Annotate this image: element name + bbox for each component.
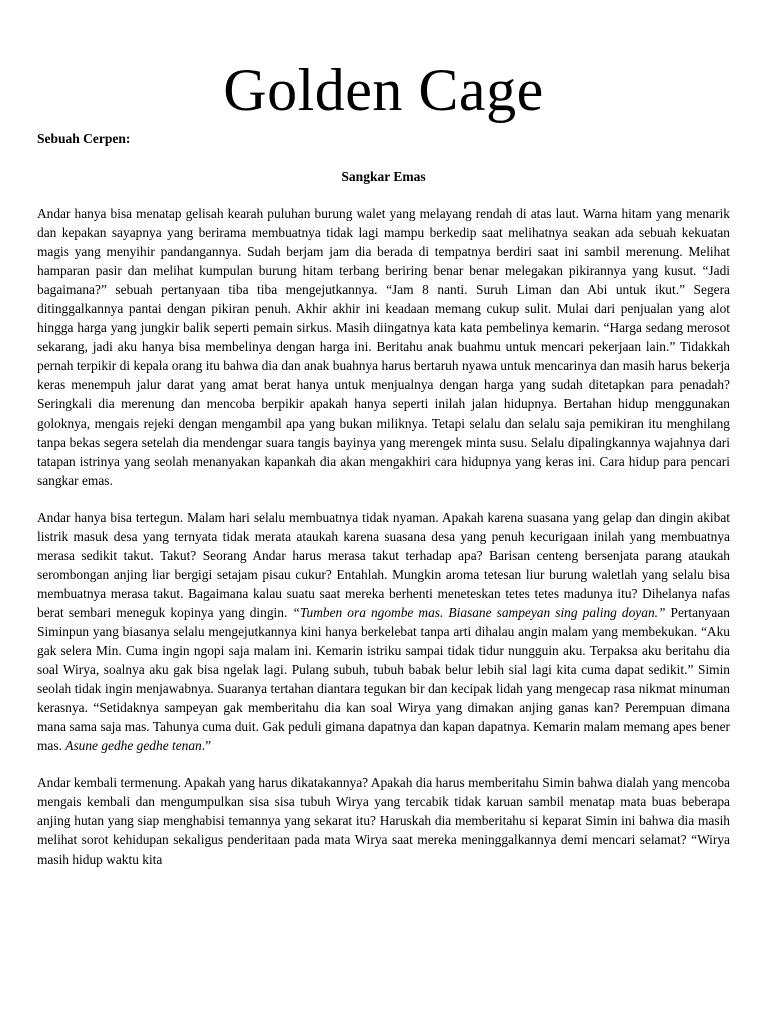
- text-run: .”: [201, 738, 212, 754]
- text-run: Andar hanya bisa tertegun. Malam hari selalu membuatnya tidak nyaman. Apakah karena suasana yang gelap dan dingin akibat listrik masuk desa yang ternyata tidak merata ataukah karena suasana desa yang penuh kecurigaan inilah yang membuatnya merasa sedikit takut. Takut? Seorang Andar harus merasa takut terhadap apa? Barisan centeng bersenjata parang ataukah serombongan anjing liar bergigi setajam pisau cukur? Entahlah. Mungkin aroma tetesan liur burung waletlah yang selalu bisa membuatnya merasa takut. Bagaimana kalau suatu saat mereka berhenti meneteskan tetes tetes madunya itu? Dihelanya nafas berat sembari meneguk kopinya yang dingin.: [37, 509, 730, 620]
- text-run: Pertanyaan Siminpun yang biasanya selalu mengejutkannya kini hanya berkelebat tanpa arti dihalau angin malam yang membekukan. “Aku gak selera Min. Cuma ingin ngopi saja malam ini. Kemarin istriku sampai tidak tidur nungguin aku. Terpaksa aku beritahu dia soal Wirya, soalnya aku gak bisa ngelak lagi. Pulang subuh, tubuh babak belur lebih sial lagi kita cuma dapat sedikit.” Simin seolah tidak ingin menjawabnya. Suaranya tertahan diantara tegukan bir dan kecipak lidah yang mengecap rasa nikmat minuman kerasnya. “Setidaknya sampeyan gak memberitahu dia kan soal Wirya yang dimakan anjing ganas kan? Perempuan dimana mana sama saja mas. Tahunya cuma duit. Gak peduli gimana dapatnya dan kapan dapatnya. Kemarin malam memang apes bener mas.: [37, 604, 730, 754]
- document-subtitle: Sebuah Cerpen:: [37, 131, 131, 146]
- story-title: Sangkar Emas: [341, 169, 426, 184]
- text-run: Andar kembali termenung. Apakah yang harus dikatakannya? Apakah dia harus memberitahu Simin bahwa dialah yang mencoba mengais kembali dan mengumpulkan sisa sisa tubuh Wirya yang tercabik tidak karuan sambil menatap mata buas beberapa anjing hutan yang siap menghabisi temannya yang sekarat itu? Haruskah dia memberitahu si keparat Simin ini bahwa dia masih melihat sorot kehidupan sekaligus penderitaan pada mata Wirya saat mereka meninggalkannya demi mencari selamat? “Wirya masih hidup waktu kita: [37, 775, 730, 867]
- story-paragraph: [37, 508, 730, 756]
- text-run: Andar hanya bisa menatap gelisah kearah puluhan burung walet yang melayang rendah di atas laut. Warna hitam yang menarik dan kepakan sayapnya yang berirama membuatnya tidak lagi mampu berkedip saat melihatnya seakan ada sebuah kekuatan magis yang menyihir pandangannya. Sudah berjam jam dia berada di tempatnya berdiri saat ini sambil merenung. Melihat hamparan pasir dan melihat kumpulan burung hitam terbang beriring benar benar melegakan pikirannya yang kusut. “Jadi bagaimana?” sebuah pertanyaan tiba tiba mengejutkannya. “Jam 8 nanti. Suruh Liman dan Abi untuk ikut.” Segera ditinggalkannya pantai dengan pikiran penuh. Akhir akhir ini keadaan memang cukup sulit. Mulai dari penjualan yang alot hingga harga yang jungkir balik seperti pemain sirkus. Masih diingatnya kata kata pembelinya kemarin. “Harga sedang merosot sekarang, jadi aku hanya bisa membelinya dengan harga ini. Beritahu anak buahmu untuk mencari pekerjaan lain.” Tidakkah pernah terpikir di kepala orang itu bahwa dia dan anak buahnya harus bertaruh nyawa untuk mencarinya dan masih harus bekerja keras menempuh jalur darat yang amat berat hanya untuk menjualnya dengan harga yang sudah ditetapkan para penadah? Seringkali dia merenung dan mencoba berpikir apakah hanya seperti inilah jalan hidupnya. Bertahan hidup menggunakan goloknya, mengais rejeki dengan mengambil apa yang bukan miliknya. Tetapi selalu dan selalu saja pemikiran itu menghilang tanpa bekas segera setelah dia mendengar suara tangis bayinya yang merengek minta susu. Selalu dipalingkannya wajahnya dari tatapan istrinya yang seolah menanyakan kapankah dia akan mengakhiri cara hidupnya yang keras ini. Cara hidup para pencari sangkar emas.: [37, 206, 730, 488]
- story-body: [37, 204, 730, 869]
- italic-text-run: “Tumben ora ngombe mas. Biasane sampeyan sing paling doyan.”: [292, 604, 666, 620]
- story-paragraph: [37, 204, 730, 490]
- story-paragraph: [37, 773, 730, 868]
- document-title: Golden Cage: [223, 57, 544, 123]
- italic-text-run: Asune gedhe gedhe tenan: [65, 738, 202, 754]
